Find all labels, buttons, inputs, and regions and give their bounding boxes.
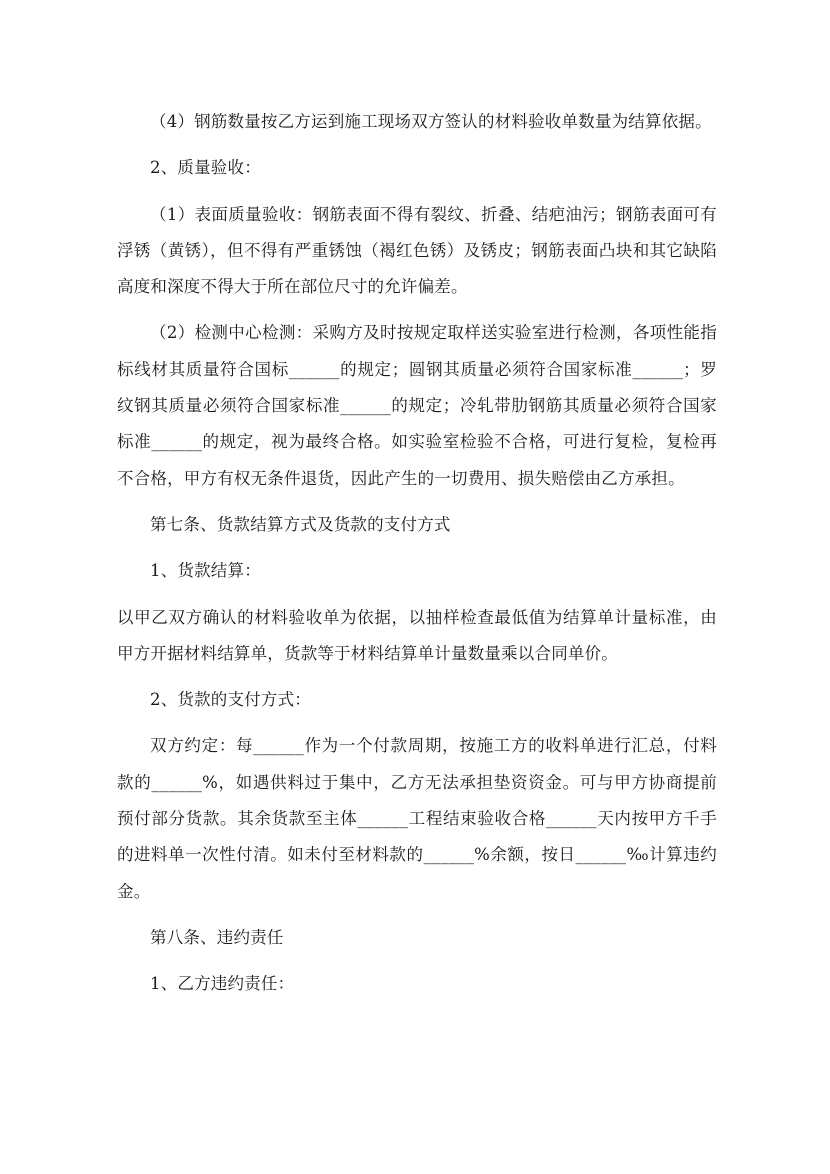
paragraph-quantity-basis: （4）钢筋数量按乙方运到施工现场双方签认的材料验收单数量为结算依据。 [150,112,712,131]
heading-quality-acceptance: 2、质量验收： [150,158,261,178]
heading-payment-method: 2、货款的支付方式： [150,690,311,710]
paragraph-payment-terms: 双方约定：每______作为一个付款周期，按施工方的收料单进行汇总，付料款的______%，如遇供料过于集中，乙方无法承担垫资资金。可与甲方协商提前预付部分货款。其余货款至主体______工程结束验收合格______天内按甲方千手的进料单一次性付清。如未付至材料款的______%余额，按日______‰计算违约金。 [117,736,717,901]
heading-article-seven: 第七条、货款结算方式及货款的支付方式 [150,514,451,534]
paragraph-surface-quality: （1）表面质量验收：钢筋表面不得有裂纹、折叠、结疤油污；钢筋表面可有浮锈（黄锈），但不得有严重锈蚀（褐红色锈）及锈皮；钢筋表面凸块和其它缺陷高度和深度不得大于所在部位尺寸的允许偏差。 [117,204,717,297]
paragraph-lab-testing: （2）检测中心检测：采购方及时按规定取样送实验室进行检测，各项性能指标线材其质量符合国标______的规定；圆钢其质量必须符合国家标准______；罗纹钢其质量必须符合国家标准______的规定；冷轧带肋钢筋其质量必须符合国家标准______的规定，视为最终合格。如实验室检验不合格，可进行复检，复检再不合格，甲方有权无条件退货，因此产生的一切费用、损失赔偿由乙方承担。 [117,323,717,488]
heading-party-b-liability: 1、乙方违约责任： [150,974,295,994]
heading-payment-settlement: 1、货款结算： [150,561,261,581]
paragraph-settlement-basis: 以甲乙双方确认的材料验收单为依据，以抽样检查最低值为结算单计量标准，由甲方开据材料结算单，货款等于材料结算单计量数量乘以合同单价。 [117,607,717,663]
document-body [117,104,717,1003]
heading-article-eight: 第八条、违约责任 [150,927,284,947]
